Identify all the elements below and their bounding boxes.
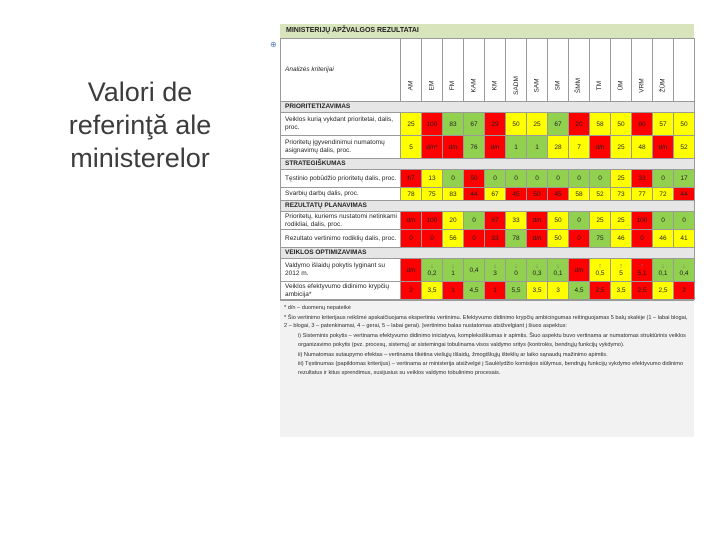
ministry-header — [569, 39, 590, 102]
table-row — [281, 282, 695, 300]
value-text: 2,5 — [595, 287, 605, 294]
value-cell — [401, 259, 422, 282]
value-cell — [674, 212, 695, 230]
value-cell — [527, 259, 548, 282]
value-text: 3 — [556, 287, 560, 294]
arrow-up-icon: ↑ — [619, 262, 623, 270]
value-text: 3,5 — [427, 287, 437, 294]
value-cell — [464, 170, 485, 188]
value-text: 0,3 — [532, 269, 542, 277]
value-text: 5,1 — [637, 269, 647, 277]
value-cell — [443, 136, 464, 159]
value-text: 2,5 — [637, 287, 647, 294]
arrow-down-icon: ↓ — [493, 262, 497, 270]
value-cell — [422, 282, 443, 300]
arrow-down-icon: ↓ — [514, 262, 518, 270]
ministry-label: AM — [407, 80, 415, 91]
value-cell — [401, 282, 422, 300]
value-cell — [401, 212, 422, 230]
value-cell — [548, 188, 569, 201]
value-cell — [632, 282, 653, 300]
value-cell — [527, 136, 548, 159]
value-cell — [548, 113, 569, 136]
value-cell — [485, 259, 506, 282]
ministry-label: KAM — [470, 78, 478, 93]
value-text: 0 — [514, 175, 518, 182]
value-cell — [506, 230, 527, 248]
slide-title: Valori de referinţă ale ministerelor — [68, 77, 212, 173]
value-text: 67 — [491, 217, 499, 224]
value-text: 0,1 — [658, 269, 668, 277]
ministry-header — [653, 39, 674, 102]
value-text: 52 — [680, 143, 688, 151]
value-text: 75 — [596, 235, 604, 242]
value-cell — [506, 136, 527, 159]
value-cell — [632, 259, 653, 282]
value-cell — [590, 282, 611, 300]
value-text: d/n — [448, 143, 458, 151]
value-text: 33 — [491, 235, 499, 242]
value-cell — [569, 230, 590, 248]
value-cell — [527, 282, 548, 300]
value-text: 2,5 — [658, 287, 668, 294]
value-cell — [653, 113, 674, 136]
value-cell — [632, 113, 653, 136]
criteria-header: Analizės kriterijai — [281, 39, 401, 102]
value-text: 0,4 — [679, 269, 689, 277]
value-text: 25 — [617, 217, 625, 224]
note-paragraph: iii) Tęstinumas (papildomas kriterijus) – vertinama ar ministerija atsižvelgė į Saulėlydžio komisijos siūlymus, bendrųjų funkcijų vykdymo efektyvumo didinimo rezultatus ir kitus sprendimus, susijusius su veiklos valdymo tobulinimo procesais. — [298, 361, 684, 376]
value-cell — [464, 212, 485, 230]
value-text: 0 — [577, 175, 581, 182]
value-cell — [674, 282, 695, 300]
value-text: 0 — [598, 175, 602, 182]
value-text: 0 — [682, 217, 686, 224]
value-cell — [674, 113, 695, 136]
arrow-down-icon: ↓ — [682, 262, 686, 270]
ministry-label: SAM — [533, 78, 541, 93]
ministry-header — [422, 39, 443, 102]
ministry-label: SADM — [512, 76, 520, 95]
value-cell — [569, 212, 590, 230]
value-text: 75 — [428, 190, 436, 198]
value-text: d/n — [595, 143, 605, 151]
section-title: VEIKLOS OPTIMIZAVIMAS — [281, 248, 695, 259]
value-text: 0,4 — [469, 266, 479, 274]
value-text: 1 — [514, 143, 518, 151]
value-text: 25 — [617, 175, 625, 182]
handle-icon: ⊕ — [270, 40, 277, 49]
ministry-label: ŪM — [617, 80, 625, 91]
value-cell — [464, 282, 485, 300]
value-text: 0 — [430, 235, 434, 242]
value-text: 46 — [617, 235, 625, 242]
value-cell — [632, 230, 653, 248]
value-text: d/n* — [426, 143, 438, 151]
arrow-down-icon: ↓ — [556, 262, 560, 270]
value-text: 48 — [638, 143, 646, 151]
section-row — [281, 201, 695, 212]
value-cell — [464, 113, 485, 136]
value-cell — [548, 136, 569, 159]
value-text: 5,5 — [511, 287, 521, 294]
ministry-label: VRM — [638, 78, 646, 93]
value-cell — [506, 282, 527, 300]
value-text: 25 — [533, 120, 541, 128]
value-cell — [674, 170, 695, 188]
table-row — [281, 136, 695, 159]
value-text: 20 — [575, 120, 583, 128]
value-text: 50 — [533, 190, 541, 198]
value-text: d/n — [532, 235, 542, 242]
value-text: 78 — [512, 235, 520, 242]
criterion-label: Prioritetų, kuriems nustatomi netinkami rodikliai, dalis, proc. — [281, 212, 401, 230]
value-text: 57 — [659, 120, 667, 128]
value-cell — [590, 113, 611, 136]
value-text: 25 — [407, 120, 415, 128]
value-cell — [653, 230, 674, 248]
value-text: 1 — [451, 287, 455, 294]
ministry-header — [464, 39, 485, 102]
value-text: 100 — [426, 217, 438, 224]
ministry-label: EM — [428, 80, 436, 91]
value-cell — [422, 212, 443, 230]
value-cell — [464, 259, 485, 282]
value-cell — [674, 259, 695, 282]
value-cell — [464, 188, 485, 201]
arrow-down-icon: ↓ — [661, 262, 665, 270]
value-text: 50 — [554, 217, 562, 224]
value-text: 58 — [575, 190, 583, 198]
value-cell — [590, 170, 611, 188]
value-text: 50 — [554, 235, 562, 242]
ministry-header — [506, 39, 527, 102]
table-row — [281, 113, 695, 136]
value-cell — [443, 188, 464, 201]
value-text: d/n — [406, 217, 416, 224]
value-text: 0,5 — [595, 269, 605, 277]
value-cell — [611, 230, 632, 248]
ministry-header — [590, 39, 611, 102]
value-cell — [632, 136, 653, 159]
value-cell — [569, 282, 590, 300]
value-cell — [506, 212, 527, 230]
value-text: 5 — [409, 143, 413, 151]
value-text: 0 — [661, 217, 665, 224]
value-cell — [464, 136, 485, 159]
value-cell — [527, 230, 548, 248]
ministry-header — [485, 39, 506, 102]
value-text: 3,5 — [616, 287, 626, 294]
ministry-header — [401, 39, 422, 102]
value-cell — [506, 259, 527, 282]
value-cell — [548, 170, 569, 188]
value-text: 67 — [407, 175, 415, 182]
value-text: 33 — [512, 217, 520, 224]
value-text: 77 — [638, 190, 646, 198]
value-text: 1 — [451, 269, 455, 277]
value-cell — [569, 170, 590, 188]
value-text: 52 — [596, 190, 604, 198]
value-text: 33 — [638, 175, 646, 182]
value-cell — [506, 170, 527, 188]
value-cell — [422, 230, 443, 248]
value-text: 29 — [491, 120, 499, 128]
value-cell — [464, 230, 485, 248]
value-text: 2 — [409, 287, 413, 294]
ministry-header — [611, 39, 632, 102]
value-cell — [401, 113, 422, 136]
table-row — [281, 188, 695, 201]
value-text: 17 — [680, 175, 688, 182]
value-cell — [590, 136, 611, 159]
value-text: 1 — [493, 287, 497, 294]
value-text: 58 — [596, 120, 604, 128]
value-cell — [590, 230, 611, 248]
value-text: 45 — [512, 190, 520, 198]
value-text: 3 — [493, 269, 497, 277]
value-cell — [422, 188, 443, 201]
empty-cell — [674, 39, 695, 102]
value-cell — [527, 212, 548, 230]
ministry-label: TM — [596, 80, 604, 91]
value-cell — [569, 113, 590, 136]
value-text: 56 — [449, 235, 457, 242]
value-text: 0 — [556, 175, 560, 182]
value-cell — [548, 282, 569, 300]
value-text: 0 — [472, 217, 476, 224]
value-text: 0 — [577, 235, 581, 242]
value-text: 0,2 — [427, 269, 437, 277]
ministry-label: ŠMM — [575, 77, 583, 94]
value-text: 25 — [596, 217, 604, 224]
value-cell — [422, 170, 443, 188]
value-text: 2 — [682, 287, 686, 294]
value-cell — [548, 212, 569, 230]
value-cell — [632, 170, 653, 188]
value-cell — [632, 188, 653, 201]
value-text: 50 — [617, 120, 625, 128]
value-text: 73 — [617, 190, 625, 198]
note-paragraph: i) Sisteminis pokytis – vertinama efektyvumo didinimo iniciatyva, kompleksiškumas ir apimtis. Šiuo aspektu buvo vertinama ar numatomas struktūrinis veiklos organizavimo pokytis (pvz. procesų, sistemų) ar sistemingai tobulinama visos valdymo sritys (kontrolės, bendrųjų funkcijų vykdymo). — [298, 333, 686, 348]
value-text: 78 — [407, 190, 415, 198]
value-text: 0 — [514, 269, 518, 277]
note-paragraph: ii) Numatomas sutaupymo efektas – vertinama tikėtina viešųjų išlaidų, žmogiškųjų išteklių ar laiko sąnaudų mažinimo apimtis. — [298, 351, 608, 358]
criterion-label: Rezultato vertinimo rodiklių dalis, proc. — [281, 230, 401, 248]
value-text: 72 — [659, 190, 667, 198]
table-row — [281, 212, 695, 230]
value-text: 0 — [661, 175, 665, 182]
value-text: 25 — [617, 143, 625, 151]
value-cell — [485, 188, 506, 201]
value-cell — [485, 230, 506, 248]
arrow-down-icon: ↓ — [430, 262, 434, 270]
section-row — [281, 102, 695, 113]
arrow-up-icon: ↑ — [640, 262, 644, 270]
value-text: 4,5 — [469, 287, 479, 294]
value-cell — [485, 113, 506, 136]
value-cell — [506, 188, 527, 201]
value-cell — [611, 259, 632, 282]
value-text: 3,5 — [532, 287, 542, 294]
value-text: 1 — [535, 143, 539, 151]
value-text: 5 — [619, 269, 623, 277]
value-text: 50 — [470, 175, 478, 182]
value-cell — [422, 113, 443, 136]
value-cell — [443, 170, 464, 188]
value-text: d/n — [574, 266, 584, 274]
results-table — [280, 38, 695, 300]
section-title: PRIORITETIZAVIMAS — [281, 102, 695, 113]
value-cell — [485, 170, 506, 188]
value-text: 28 — [554, 143, 562, 151]
value-cell — [590, 212, 611, 230]
results-sheet — [280, 24, 694, 482]
value-text: 0 — [535, 175, 539, 182]
notes-box — [280, 300, 694, 437]
value-cell — [632, 212, 653, 230]
criterion-label: Svarbių darbų dalis, proc. — [281, 188, 401, 201]
value-cell — [401, 188, 422, 201]
value-text: 80 — [638, 120, 646, 128]
ministry-header — [632, 39, 653, 102]
value-cell — [611, 212, 632, 230]
value-text: 67 — [491, 190, 499, 198]
value-text: 7 — [577, 143, 581, 151]
table-row — [281, 170, 695, 188]
value-cell — [674, 230, 695, 248]
value-text: 20 — [449, 217, 457, 224]
value-text: 50 — [512, 120, 520, 128]
value-cell — [611, 170, 632, 188]
value-cell — [611, 113, 632, 136]
criterion-label: Valdymo išlaidų pokytis lyginant su 2012 m. — [281, 259, 401, 282]
value-cell — [590, 259, 611, 282]
value-text: 83 — [449, 190, 457, 198]
value-cell — [569, 188, 590, 201]
criterion-label: Veiklos efektyvumo didinimo krypčių ambicija* — [281, 282, 401, 300]
note-paragraph: * Šio vertinimo kriterijaus reikšmė apskaičiuojama ekspertiniu vertinimu. Efektyvumo didinimo krypčių ambicingumas reitinguojamas 5 balų skalėje (1 – labai blogai, 2 – blogai, 3 – patenkinamai, 4 – gerai, 5 – labai gerai). Įvertinimo balas nustatomas atsižvelgiant į šiuos aspektus: — [284, 314, 688, 330]
value-cell — [569, 259, 590, 282]
table-row — [281, 259, 695, 282]
value-text: d/n — [658, 143, 668, 151]
value-cell — [443, 113, 464, 136]
value-cell — [422, 136, 443, 159]
value-text: 0 — [493, 175, 497, 182]
value-text: 0 — [451, 175, 455, 182]
criterion-label: Tęstinio pobūdžio prioritetų dalis, proc. — [281, 170, 401, 188]
value-cell — [653, 259, 674, 282]
value-cell — [653, 136, 674, 159]
arrow-up-icon: ↑ — [598, 262, 602, 270]
ministry-header — [527, 39, 548, 102]
table-row — [281, 230, 695, 248]
value-cell — [443, 230, 464, 248]
value-text: 0 — [409, 235, 413, 242]
section-row — [281, 248, 695, 259]
value-text: 0 — [577, 217, 581, 224]
ministry-label: KM — [491, 80, 499, 91]
value-cell — [548, 259, 569, 282]
section-title: STRATEGIŠKUMAS — [281, 159, 695, 170]
section-row — [281, 159, 695, 170]
ministry-header-row — [281, 39, 695, 102]
value-text: 76 — [470, 143, 478, 151]
value-cell — [674, 188, 695, 201]
value-cell — [401, 136, 422, 159]
value-cell — [443, 212, 464, 230]
value-cell — [527, 113, 548, 136]
value-text: 41 — [680, 235, 688, 242]
value-text: 67 — [470, 120, 478, 128]
value-cell — [485, 136, 506, 159]
value-cell — [506, 113, 527, 136]
value-cell — [611, 188, 632, 201]
value-text: d/n — [532, 217, 542, 224]
arrow-down-icon: ↓ — [451, 262, 455, 270]
value-text: 4,5 — [574, 287, 584, 294]
value-cell — [653, 188, 674, 201]
value-text: 0 — [640, 235, 644, 242]
value-text: 0 — [472, 235, 476, 242]
value-cell — [422, 259, 443, 282]
section-title: REZULTATŲ PLANAVIMAS — [281, 201, 695, 212]
ministry-header — [443, 39, 464, 102]
value-cell — [485, 212, 506, 230]
criterion-label: Prioritetų įgyvendinimui numatomų asignavimų dalis, proc. — [281, 136, 401, 159]
value-cell — [443, 282, 464, 300]
note-paragraph: * d/n – duomenų nepateikė — [284, 305, 351, 311]
ministry-label: SM — [554, 80, 562, 91]
value-text: 45 — [554, 190, 562, 198]
value-text: 13 — [428, 175, 436, 182]
value-cell — [401, 230, 422, 248]
value-cell — [611, 282, 632, 300]
value-text: 0,1 — [553, 269, 563, 277]
value-text: d/n — [490, 143, 500, 151]
value-cell — [653, 282, 674, 300]
value-cell — [527, 188, 548, 201]
value-text: 100 — [426, 120, 438, 128]
sheet-header: MINISTERIJŲ APŽVALGOS REZULTATAI — [280, 24, 694, 38]
ministry-label: ŽŪM — [659, 78, 667, 93]
value-cell — [611, 136, 632, 159]
value-text: 46 — [659, 235, 667, 242]
value-cell — [653, 212, 674, 230]
ministry-label: FM — [449, 80, 457, 91]
value-cell — [548, 230, 569, 248]
value-text: d/n — [406, 266, 416, 274]
arrow-down-icon: ↓ — [535, 262, 539, 270]
value-cell — [527, 170, 548, 188]
value-cell — [569, 136, 590, 159]
value-cell — [443, 259, 464, 282]
value-cell — [653, 170, 674, 188]
value-cell — [674, 136, 695, 159]
ministry-header — [548, 39, 569, 102]
value-cell — [485, 282, 506, 300]
value-cell — [401, 170, 422, 188]
value-text: 50 — [680, 120, 688, 128]
value-text: 44 — [470, 190, 478, 198]
value-text: 67 — [554, 120, 562, 128]
value-cell — [590, 188, 611, 201]
value-text: 100 — [636, 217, 648, 224]
criterion-label: Veiklos kurią vykdant prioritetai, dalis, proc. — [281, 113, 401, 136]
value-text: 83 — [449, 120, 457, 128]
value-text: 44 — [680, 190, 688, 198]
